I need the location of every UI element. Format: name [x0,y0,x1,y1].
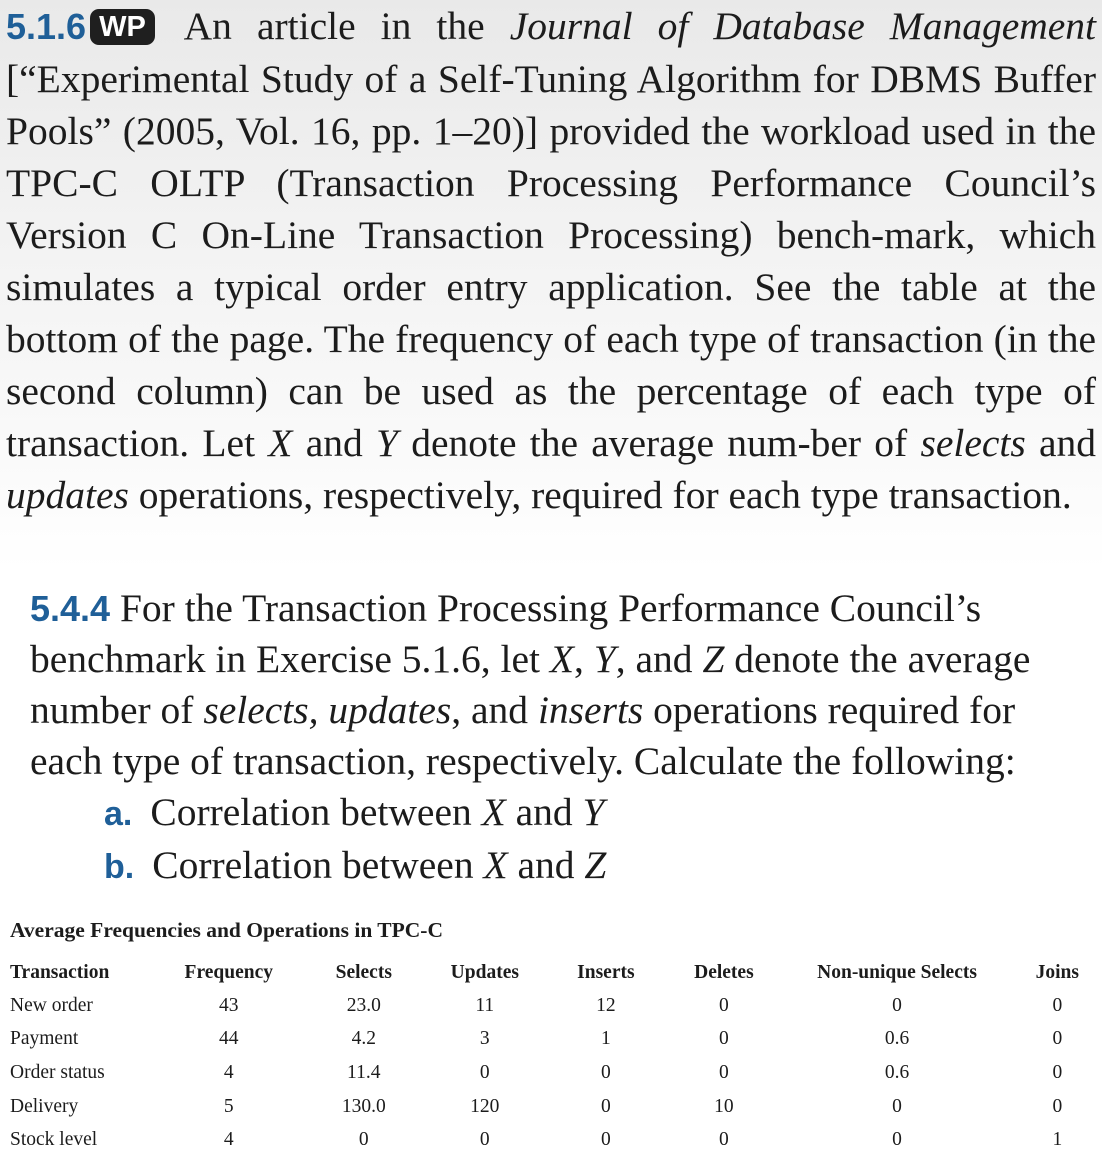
table-cell: Order status [10,1061,105,1083]
var-y: Y [593,637,616,681]
exercise-5-4-4 [30,583,1102,893]
line [30,583,1102,634]
subitem-a [30,787,1102,840]
var-x: X [549,637,575,681]
updates-term: updates [328,688,452,732]
table-cell: 44 [219,1028,239,1050]
text: operations, respectively, required for each type transaction. [138,473,1072,517]
text: , and [451,688,529,732]
var-x: X [268,421,293,465]
table-cell: Stock level [10,1129,98,1151]
subitem-label: a. [104,795,133,833]
table-cell: 3 [479,1028,490,1050]
table-cell: 10 [714,1095,734,1117]
table-row [6,989,1102,1023]
column-header: Inserts [577,962,635,983]
journal-name: Journal of Database Management [509,4,1097,48]
table-cell: 5 [223,1095,234,1117]
var-z: Z [702,637,725,681]
text: [“Experimental Study of a Self-Tuning Algorithm for DBMS Buffer Pools” (2005, Vol. 16, pp. 1–20)] provided the workload used in the TPC-C OLTP (Transaction Processing Performance Council’s Version C On-Line Transaction Processing) bench-mark, which simulates a typical order entry application. See the table at the bottom of the page. The frequency of each type of transaction (in the second column) can be used as the percentage of each type of transaction. Let [6,57,1096,465]
column-header: Updates [450,962,519,983]
table-row [6,1090,1102,1124]
text: An article in the [183,4,485,48]
table-cell: 4 [223,1061,234,1083]
table-cell: 0 [1052,1095,1063,1117]
table-cell: Delivery [10,1095,79,1117]
table-cell: 0 [358,1129,369,1151]
table-cell: Payment [10,1028,79,1050]
line: each type of transaction, respectively. Calculate the following: [30,739,1016,783]
table-cell: 0 [719,1028,729,1050]
column-header: Joins [1035,962,1079,983]
table-cell: New order [10,994,93,1016]
table-cell: 43 [219,994,239,1016]
column-header: Transaction [10,962,110,983]
text: and [305,421,363,465]
table-cell: 11 [475,994,495,1016]
text: , [574,637,584,681]
column-header: Selects [335,962,392,983]
table-header-row [6,957,1102,989]
var-y: Y [582,790,605,834]
table-cell: 120 [470,1095,500,1117]
updates-term: updates [6,473,129,517]
selects-term: selects [920,421,1026,465]
text: number of [30,688,194,732]
inserts-term: inserts [537,688,644,732]
wp-badge: WP [90,9,155,45]
table-cell: 1 [600,1028,611,1050]
column-header: Frequency [184,962,273,983]
tpc-c-table [6,957,1102,1157]
table-cell: 0 [719,1061,729,1083]
text: Correlation between [150,790,472,834]
table-cell: 11.4 [347,1061,381,1083]
table-cell: 0 [479,1129,490,1151]
table-cell: 0 [892,1095,902,1117]
var-y: Y [375,421,398,465]
table-cell: 1 [1052,1129,1063,1151]
line [30,634,1102,685]
subitem-label: b. [104,848,135,886]
table-row [6,1123,1102,1157]
text: operations required for [653,688,1016,732]
var-x: X [481,790,506,834]
exercise-number: 5.4.4 [30,588,111,629]
text: benchmark in Exercise 5.1.6, let [30,637,541,681]
table-cell: 0 [600,1129,611,1151]
subitem-b [30,840,1102,893]
table-cell: 0 [1052,1028,1063,1050]
text: denote the average [734,637,1031,681]
text: , and [615,637,693,681]
table-cell: 12 [596,994,616,1016]
table-cell: 4.2 [351,1028,376,1050]
line [30,685,1102,736]
table-cell: 0.6 [884,1061,910,1083]
table-cell: 0 [1052,1061,1063,1083]
table-cell: 0 [600,1095,611,1117]
table-title: Average Frequencies and Operations in TPC-C [10,918,443,942]
table-row [6,1023,1102,1057]
var-z: Z [584,843,607,887]
exercise-number: 5.1.6 [6,6,87,47]
exercise-5-1-6 [6,0,1096,521]
table-row [6,1056,1102,1090]
table-cell: 0 [719,1129,729,1151]
text: and [517,843,575,887]
table-cell: 4 [223,1129,234,1151]
table-cell: 0 [892,1129,902,1151]
table-cell: 0 [479,1061,490,1083]
table-cell: 0.6 [884,1028,910,1050]
table-cell: 0 [600,1061,611,1083]
text: Correlation between [152,843,474,887]
var-x: X [483,843,508,887]
table-cell: 0 [892,994,902,1016]
table-cell: 0 [719,994,729,1016]
column-header: Deletes [694,962,754,983]
text: For the Transaction Processing Performance Council’s [119,586,982,630]
selects-term: selects, [203,688,319,732]
column-header: Non-unique Selects [817,962,977,983]
table-cell: 130.0 [341,1095,386,1117]
text: and [1039,421,1097,465]
text: and [515,790,573,834]
table-cell: 0 [1052,994,1063,1016]
text: denote the average num-ber of [411,421,908,465]
table-cell: 23.0 [346,994,381,1016]
